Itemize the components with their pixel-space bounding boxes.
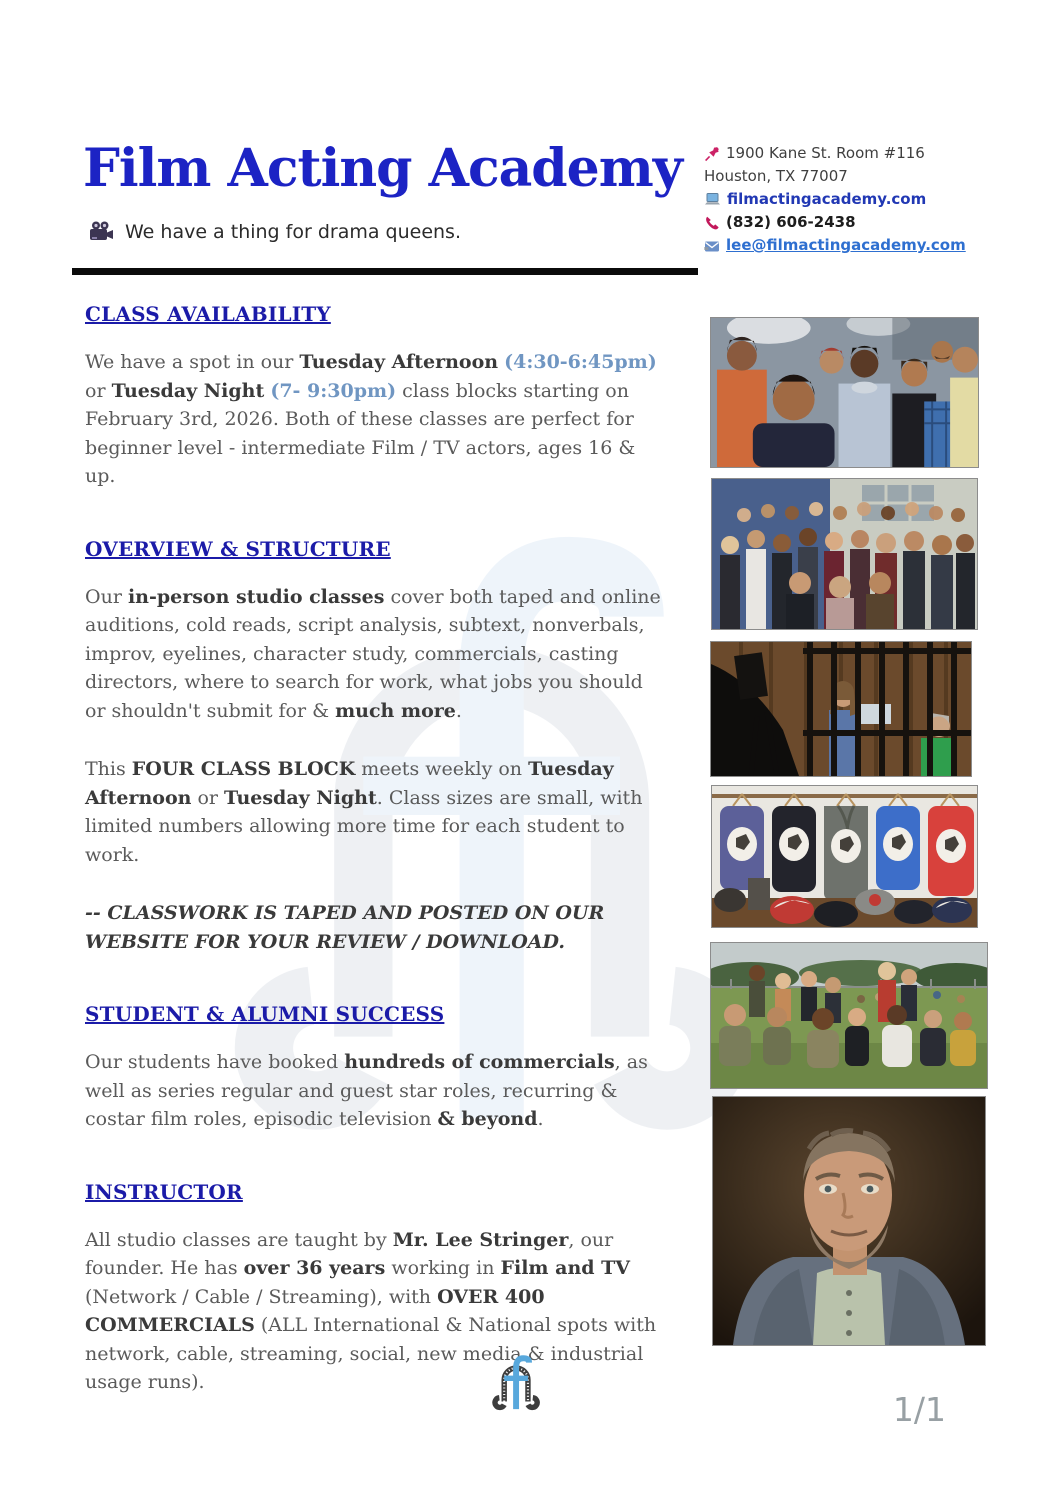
section-paragraph: Our in-person studio classes cover both taped and online auditions, cold reads, script analysis, subtext, nonverbals, improv, eyelines, character study, commercials, casting directors, where to search for work, what jobs you should or shouldn't submit for & much more. [85, 585, 661, 722]
film-set-jail-scene-photo [710, 641, 972, 777]
section-paragraph: All studio classes are taught by Mr. Lee Stringer, our founder. He has over 36 years working in Film and TV (Network / Cable / Streaming), with OVER 400 COMMERCIALS (ALL International & National spots with network, cable, streaming, social, new media & industrial usage runs). [85, 1228, 657, 1393]
section-overview-structure [85, 535, 663, 957]
section-heading: INSTRUCTOR [85, 1179, 243, 1204]
contact-phone: (832) 606-2438 [704, 211, 974, 234]
students-group-photo-studio-2 [711, 478, 978, 630]
contact-address-line1: 1900 Kane St. Room #116 [704, 142, 974, 165]
contact-address-line2: Houston, TX 77007 [704, 167, 848, 185]
section-heading: CLASS AVAILABILITY [85, 302, 331, 326]
email-link[interactable]: lee@filmactingacademy.com [726, 236, 966, 254]
contact-website: filmactingacademy.com [704, 188, 974, 211]
header-divider [72, 268, 698, 275]
tagline [88, 221, 461, 243]
section-heading: STUDENT & ALUMNI SUCCESS [85, 1002, 445, 1026]
page-title: Film Acting Academy [83, 138, 682, 199]
movie-camera-icon [88, 221, 114, 243]
contact-email [704, 234, 974, 257]
section-instructor [85, 1178, 663, 1397]
pushpin-icon [704, 146, 720, 162]
email-icon [704, 239, 720, 253]
contact-block [704, 142, 974, 257]
document-body [85, 300, 663, 1441]
academy-merchandise-photo [711, 785, 978, 928]
academy-logo [488, 1336, 542, 1426]
students-group-photo-outdoor [710, 942, 988, 1089]
phone-icon [704, 215, 720, 231]
section-paragraph-classwork-note: -- CLASSWORK IS TAPED AND POSTED ON OUR WEBSITE FOR YOUR REVIEW / DOWNLOAD. [85, 902, 605, 953]
section-class-availability [85, 300, 663, 491]
section-paragraph: Our students have booked hundreds of commercials, as well as series regular and guest star roles, recurring & costar film roles, episodic television & beyond. [85, 1051, 648, 1130]
section-paragraph: This FOUR CLASS BLOCK meets weekly on Tuesday Afternoon or Tuesday Night. Class sizes are small, with limited numbers allowing more time for each student to work. [85, 758, 643, 866]
tagline-text: We have a thing for drama queens. [125, 221, 461, 243]
section-student-alumni-success [85, 1000, 663, 1134]
students-group-photo-studio-1 [710, 317, 979, 468]
page-indicator: 1/1 [892, 1390, 946, 1429]
instructor-headshot-photo [712, 1096, 986, 1346]
section-paragraph: We have a spot in our Tuesday Afternoon (4:30-6:45pm) or Tuesday Night (7- 9:30pm) class blocks starting on February 3rd, 2026. Both of these classes are perfect for beginner level - intermediate Film / TV actors, ages 16 & up. [85, 351, 657, 487]
laptop-icon [704, 192, 721, 207]
section-heading: OVERVIEW & STRUCTURE [85, 536, 391, 561]
